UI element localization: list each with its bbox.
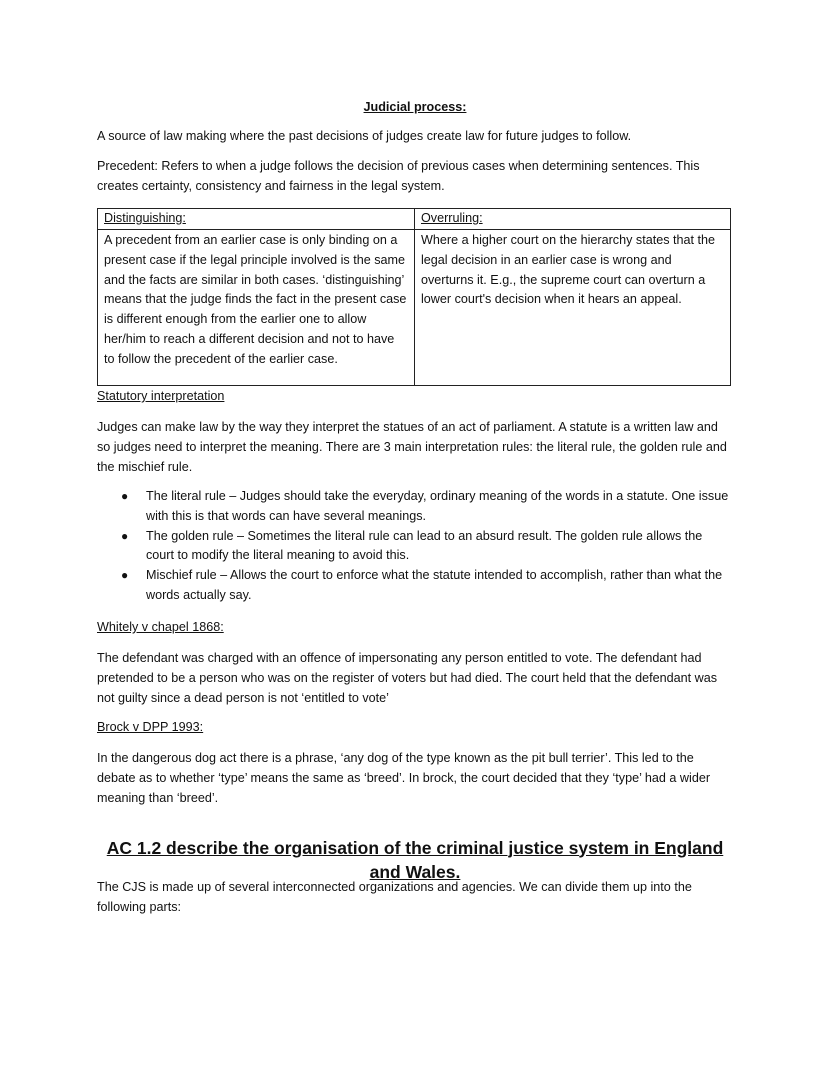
statutory-heading: Statutory interpretation bbox=[97, 389, 225, 403]
comparison-table bbox=[97, 208, 731, 386]
brock-heading: Brock v DPP 1993: bbox=[97, 720, 204, 734]
section-heading: AC 1.2 describe the organisation of the criminal justice system in England and Wales. bbox=[106, 837, 724, 882]
statutory-intro: Judges can make law by the way they interpret the statues of an act of parliament. A statute is a written law and so judges need to interpret the meaning. There are 3 main interpretation rules: the literal rule, the golden rule and the mischief rule. bbox=[97, 420, 727, 474]
list-item bbox=[97, 566, 733, 606]
intro-paragraph: A source of law making where the past decisions of judges create law for future judges to follow. bbox=[97, 129, 632, 143]
rule-text: Mischief rule – Allows the court to enforce what the statute intended to accomplish, rather than what the words actually say. bbox=[146, 568, 723, 602]
bullet-icon: ● bbox=[121, 528, 129, 543]
distinguishing-header: Distinguishing: bbox=[98, 209, 414, 230]
cjs-paragraph: The CJS is made up of several interconnected organizations and agencies. We can divide them up into the following parts: bbox=[97, 880, 692, 914]
whitely-heading: Whitely v chapel 1868: bbox=[97, 620, 224, 634]
overruling-header: Overruling: bbox=[415, 209, 730, 230]
list-item bbox=[97, 527, 733, 567]
overruling-text: Where a higher court on the hierarchy states that the legal decision in an earlier case is wrong and overturns it. E.g., the supreme court can overturn a lower court's decision when it hears an appeal. bbox=[421, 233, 716, 307]
bullet-icon: ● bbox=[121, 489, 129, 503]
rule-text: The literal rule – Judges should take the everyday, ordinary meaning of the words in a statute. One issue with this is that words can have several meanings. bbox=[146, 489, 729, 523]
page-title: Judicial process: bbox=[363, 100, 467, 114]
distinguishing-text: A precedent from an earlier case is only binding on a present case if the legal principle involved is the same and the facts are similar in both cases. ‘distinguishing’ means that the judge finds the fact in the present case is different enough from the earlier one to allow her/him to reach a different decision and not to have to follow the precedent of the earlier case. bbox=[104, 233, 407, 366]
overruling-column bbox=[415, 209, 730, 385]
precedent-paragraph: Precedent: Refers to when a judge follows the decision of previous cases when determining sentences. This creates certainty, consistency and fairness in the legal system. bbox=[97, 159, 700, 193]
whitely-text: The defendant was charged with an offence of impersonating any person entitled to vote. The defendant had pretended to be a person who was on the register of voters but had died. The court held that the defendant was not guilty since a dead person is not ‘entitled to vote’ bbox=[97, 651, 718, 705]
distinguishing-column bbox=[98, 209, 415, 385]
rules-list bbox=[97, 487, 733, 606]
bullet-icon: ● bbox=[121, 568, 129, 583]
list-item bbox=[97, 487, 733, 527]
brock-text: In the dangerous dog act there is a phrase, ‘any dog of the type known as the pit bull terrier’. This led to the debate as to whether ‘type’ means the same as ‘breed’. In brock, the court decided that they ‘type’ had a wider meaning than ‘breed’. bbox=[97, 751, 711, 805]
rule-text: The golden rule – Sometimes the literal rule can lead to an absurd result. The golden rule allows the court to modify the literal meaning to avoid this. bbox=[146, 528, 703, 563]
